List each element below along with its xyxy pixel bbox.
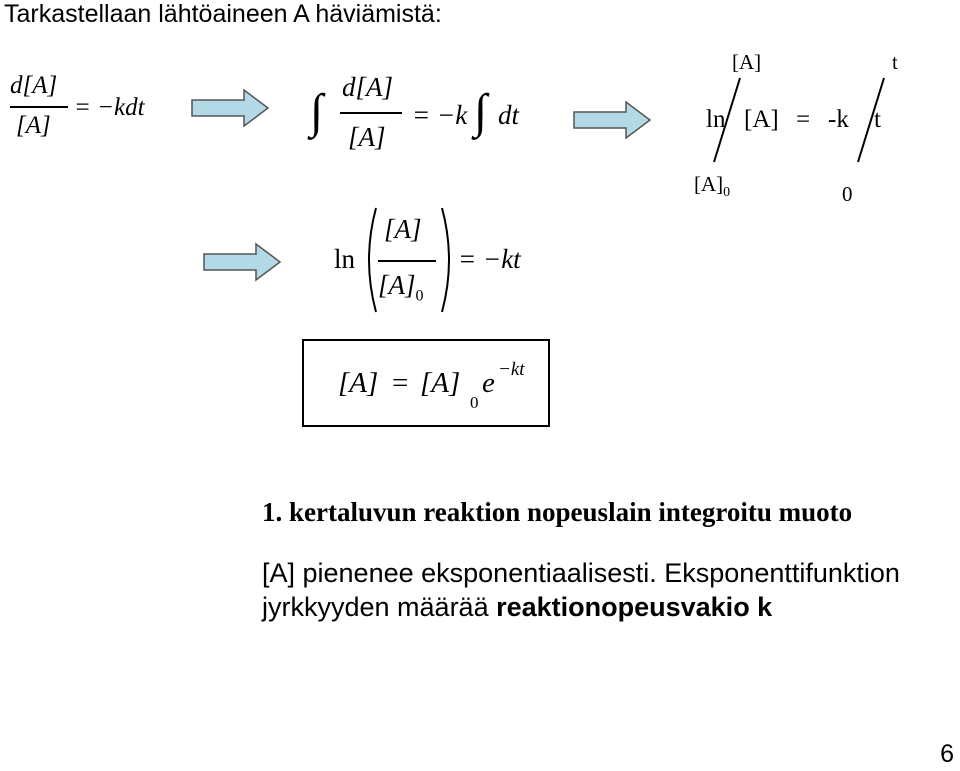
- eq4-ln: ln: [334, 244, 356, 274]
- result-box: [302, 339, 550, 427]
- eq3-ln: ln: [706, 106, 726, 133]
- eq1-fraction-bar: [10, 106, 68, 108]
- arrow-right-icon: [572, 100, 652, 140]
- explanation-line-2: [262, 592, 772, 623]
- eq3-bracket-A: [A]: [744, 106, 779, 133]
- eq3-lower-A-sub: 0: [723, 185, 731, 201]
- eq1-denominator: [A]: [16, 112, 51, 139]
- eq5-subscript: 0: [470, 393, 479, 412]
- eq4-denominator: [378, 270, 424, 305]
- eq5-equals: =: [392, 367, 409, 399]
- rate-constant-term: reaktionopeusvakio k: [496, 592, 773, 622]
- eq1-rhs: = −kdt: [74, 94, 145, 121]
- eq4-left-paren: [360, 206, 380, 314]
- eq5-rhs-A: [A]: [420, 367, 461, 399]
- eq3-neg-k: -k: [828, 106, 849, 133]
- eq3-t: t: [874, 106, 881, 133]
- eq4-fraction-bar: [378, 260, 436, 262]
- arrow-right-icon: [202, 242, 282, 282]
- eq4-den-sub: 0: [415, 287, 424, 305]
- eq3-evaluation-slash-1: [708, 76, 748, 166]
- eq4-right-paren-path: [442, 208, 449, 312]
- eq5-exponent: −kt: [498, 359, 525, 380]
- eq3-lower-limit-A: [694, 172, 730, 201]
- explanation-line-2-prefix: jyrkkyyden määrää: [262, 592, 497, 622]
- eq4-left-paren-path: [369, 208, 376, 312]
- eq4-den-text: [A]: [378, 270, 416, 300]
- eq4-right-paren: [438, 206, 458, 314]
- eq3-lower-limit-t: 0: [842, 182, 853, 206]
- eq5-lhs: [A]: [338, 367, 379, 399]
- eq3-upper-limit-A: [A]: [732, 50, 762, 74]
- eq2-integral-sign: ∫: [310, 85, 324, 138]
- eq3-slash-1-line: [714, 78, 740, 162]
- arrow-right-icon: [190, 88, 270, 128]
- slide-title: Tarkastellaan lähtöaineen A häviämistä:: [4, 0, 442, 28]
- eq2-integral-sign-2: ∫: [474, 85, 488, 138]
- eq3-evaluation-slash-2: [852, 76, 892, 166]
- eq3-lower-A-text: [A]: [694, 172, 724, 196]
- eq4-numerator: [A]: [384, 214, 422, 244]
- eq4-rhs: = −kt: [458, 244, 521, 274]
- eq3-upper-limit-t: t: [892, 50, 898, 74]
- eq3-equals: =: [796, 106, 811, 133]
- arrow-2-shape: [574, 102, 650, 138]
- arrow-1-shape: [192, 90, 268, 126]
- page-number: 6: [940, 740, 954, 768]
- eq2-numerator: d[A]: [342, 72, 394, 102]
- eq5-e: e: [482, 367, 495, 399]
- eq2-rhs: dt: [498, 100, 520, 130]
- eq2-denominator: [A]: [348, 122, 386, 152]
- arrow-3-shape: [204, 244, 280, 280]
- eq2-fraction-bar: [340, 112, 402, 114]
- rate-law-heading: 1. kertaluvun reaktion nopeuslain integroitu muoto: [262, 497, 853, 527]
- eq1-numerator: d[A]: [10, 72, 58, 99]
- explanation-line-1: [A] pienenee eksponentiaalisesti. Eksponenttifunktion: [262, 558, 900, 588]
- eq2-middle: = −k: [412, 100, 468, 130]
